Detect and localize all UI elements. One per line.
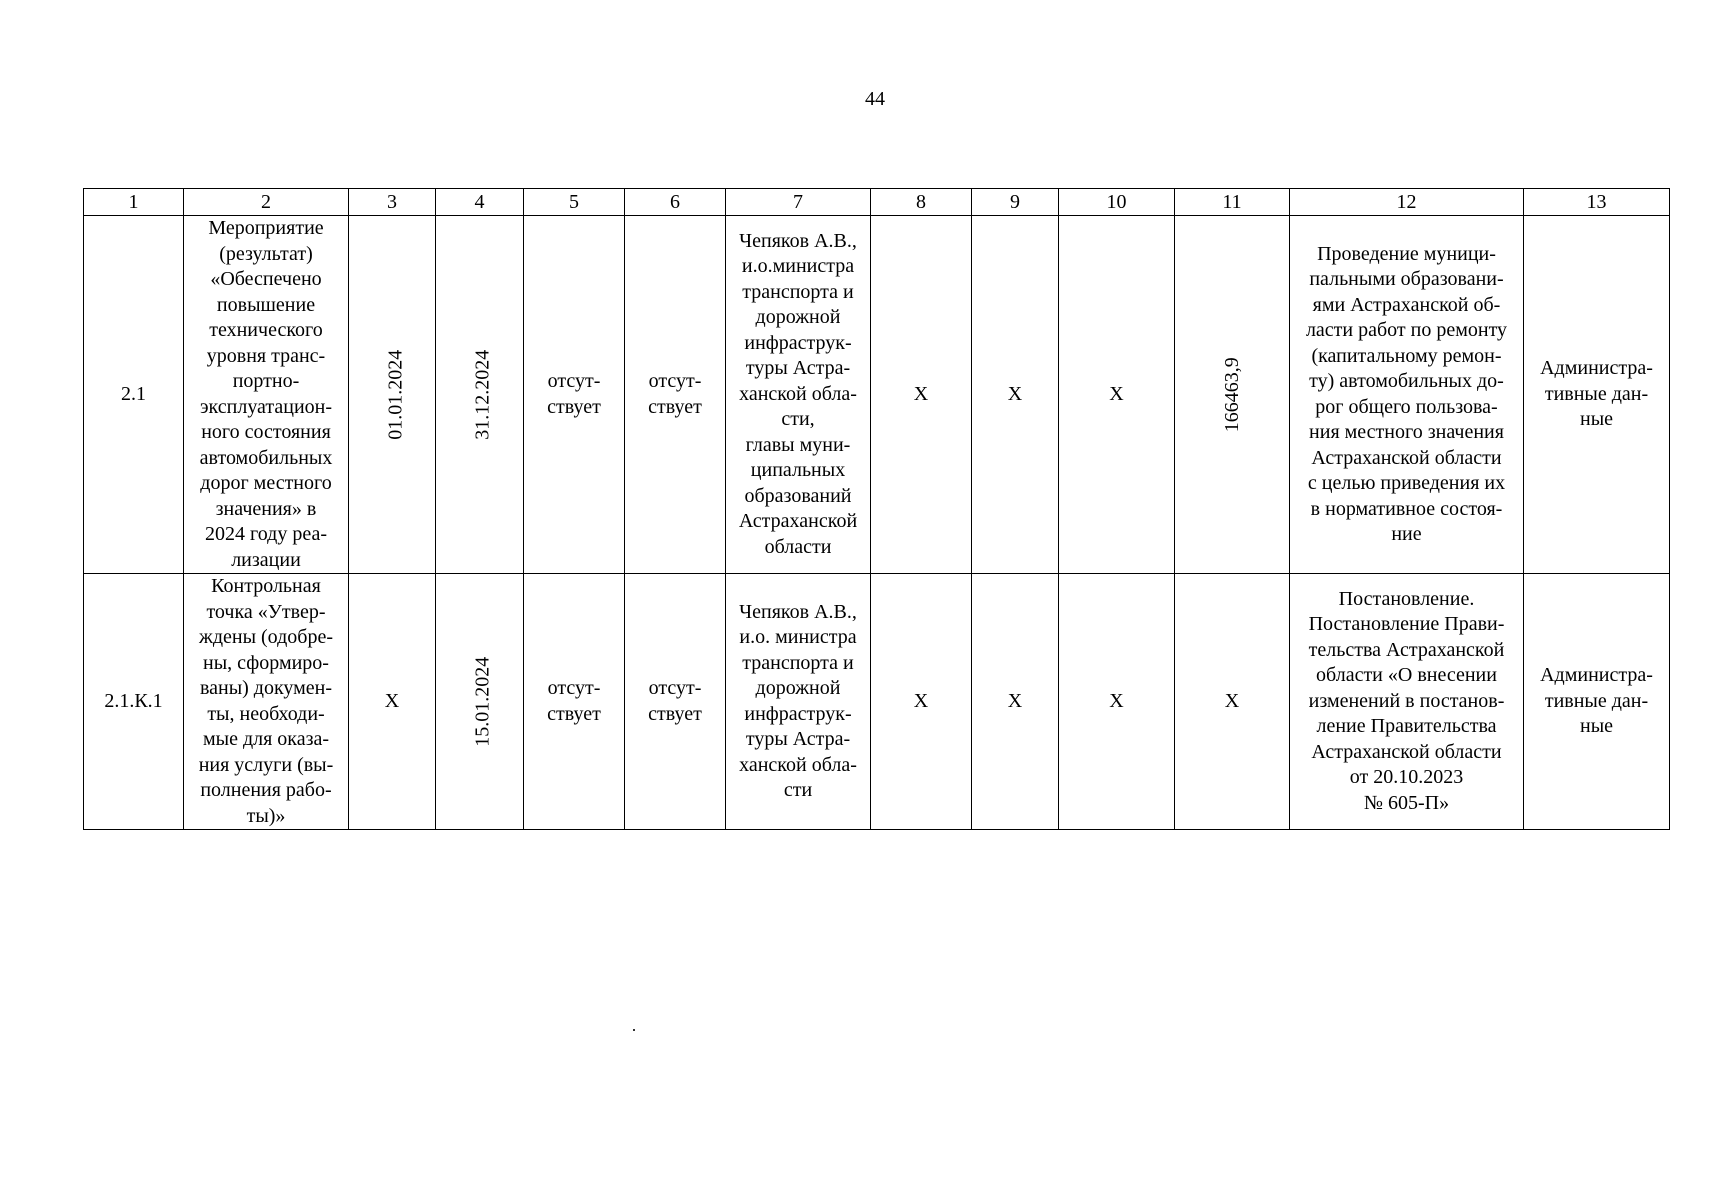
header-cell: 10 (1059, 189, 1175, 216)
row-number-cell: 2.1 (84, 216, 184, 574)
description-cell: Проведение муници- пальными образовани- ями Астраханской об- ласти работ по ремонту (капитальному ремон- ту) автомобильных до- рог общего пользова- ния местного значения Астраханской области с целью приведения их в нормативное состоя- ние (1290, 216, 1524, 574)
col9-cell: Х (972, 216, 1059, 574)
page-number: 44 (865, 88, 885, 110)
header-cell: 3 (349, 189, 436, 216)
header-cell: 5 (524, 189, 625, 216)
col10-cell: Х (1059, 574, 1175, 830)
header-cell: 7 (726, 189, 871, 216)
header-cell: 8 (871, 189, 972, 216)
col6-cell: отсут- ствует (625, 216, 726, 574)
header-cell: 4 (436, 189, 524, 216)
table-row (84, 574, 1670, 830)
measure-name-cell: Контрольная точка «Утвер- ждены (одобре- ны, сформиро- ваны) докумен- ты, необходи- мые для оказа- ния услуги (вы- полнения рабо- ты)» (184, 574, 349, 830)
header-cell: 1 (84, 189, 184, 216)
description-cell: Постановление. Постановление Прави- тельства Астраханской области «О внесении изменений в постанов- ление Правительства Астраханской области от 20.10.2023 № 605-П» (1290, 574, 1524, 830)
responsible-cell: Чепяков А.В., и.о. министра транспорта и дорожной инфраструк- туры Астра- ханской обла- сти (726, 574, 871, 830)
header-cell: 12 (1290, 189, 1524, 216)
header-cell: 13 (1524, 189, 1670, 216)
col11-text: 166463,9 (1220, 357, 1243, 432)
col6-cell: отсут- ствует (625, 574, 726, 830)
table-header-row (84, 189, 1670, 216)
scan-speck (633, 1029, 635, 1031)
source-cell: Администра- тивные дан- ные (1524, 216, 1670, 574)
measures-table (83, 188, 1670, 830)
col8-cell: Х (871, 216, 972, 574)
row-number-cell: 2.1.К.1 (84, 574, 184, 830)
col8-cell: Х (871, 574, 972, 830)
header-cell: 2 (184, 189, 349, 216)
source-cell: Администра- тивные дан- ные (1524, 574, 1670, 830)
col11-cell: Х (1175, 574, 1290, 830)
header-cell: 6 (625, 189, 726, 216)
start-date-cell: Х (349, 574, 436, 830)
col11-cell (1175, 216, 1290, 574)
table-row (84, 216, 1670, 574)
header-cell: 11 (1175, 189, 1290, 216)
end-date-cell (436, 574, 524, 830)
col9-cell: Х (972, 574, 1059, 830)
responsible-cell: Чепяков А.В., и.о.министра транспорта и дорожной инфраструк- туры Астра- ханской обла- сти, главы муни- ципальных образований Астраханской области (726, 216, 871, 574)
end-date-text: 15.01.2024 (471, 656, 494, 747)
col10-cell: Х (1059, 216, 1175, 574)
col5-cell: отсут- ствует (524, 216, 625, 574)
start-date-text: 01.01.2024 (384, 349, 407, 440)
end-date-text: 31.12.2024 (471, 349, 494, 440)
start-date-cell (349, 216, 436, 574)
header-cell: 9 (972, 189, 1059, 216)
measure-name-cell: Мероприятие (результат) «Обеспечено повышение технического уровня транс- портно- эксплуатацион- ного состояния автомобильных дорог местного значения» в 2024 году реа- лизации (184, 216, 349, 574)
end-date-cell (436, 216, 524, 574)
col5-cell: отсут- ствует (524, 574, 625, 830)
